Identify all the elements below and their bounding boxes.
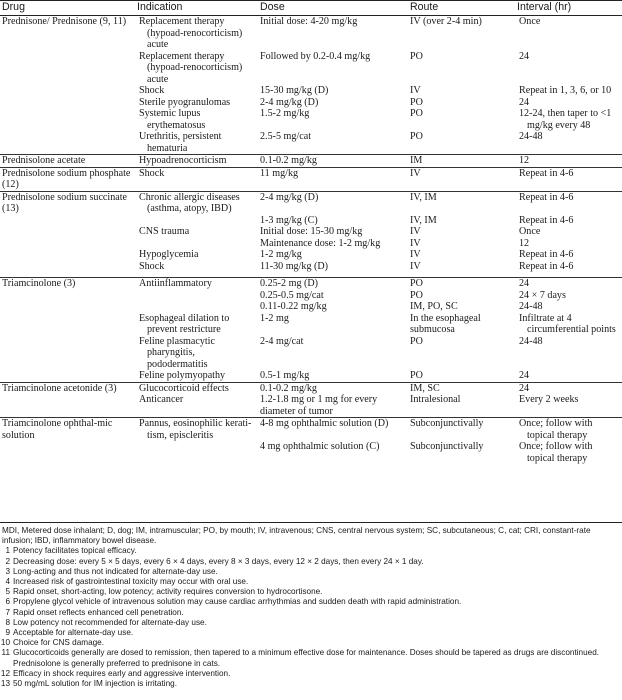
dose-cell: Maintenance dose: 1-2 mg/kg [260, 237, 381, 249]
drug-cell [0, 290, 135, 302]
drug-cell: Triamcinolone ophthal-mic solution [0, 418, 135, 442]
indication-cell: Sterile pyogranulomas [139, 96, 231, 108]
table-row [0, 370, 622, 382]
table-row [0, 97, 622, 109]
interval-cell: 24-48 [519, 335, 543, 347]
footnote [0, 628, 622, 638]
footnote [0, 648, 622, 668]
dose-cell: 1-2 mg/kg [260, 249, 302, 260]
table-row [0, 238, 622, 250]
drug-cell [0, 301, 135, 313]
footnote [0, 587, 622, 597]
dose-cell: 15-30 mg/kg (D) [260, 85, 329, 96]
indication-cell: Systemic lupus erythematosus [139, 108, 206, 131]
dose-cell: 0.25-0.5 mg/cat [260, 289, 324, 301]
table-row [0, 51, 622, 86]
table-row [0, 155, 622, 168]
indication-cell: Replacement therapy (hypoad-renocorticism) acute [139, 16, 243, 50]
route-cell: Intralesional [410, 394, 461, 405]
abbreviations-note: MDI, Metered dose inhalant; D, dog; IM, intramuscular; PO, by mouth; IV, intravenous; CNS, central nervous system; SC, subcutaneous; C, cat; CRI, constant-rate infusion; IBD, inflammatory bowel disease. [2, 526, 591, 546]
table-row [0, 191, 622, 215]
footnote-text: Rapid onset, short-acting, low potency; activity requires conversion to hydrocortisone. [13, 587, 323, 597]
indication-cell: Hypoglycemia [139, 249, 199, 260]
dose-cell: 2-4 mg/kg (D) [258, 191, 408, 215]
indication-cell [135, 290, 258, 302]
dose-cell: 1.5-2 mg/kg [260, 108, 310, 119]
drug-cell [0, 370, 135, 382]
indication-cell: Glucocorticoid effects [135, 382, 258, 394]
interval-cell: Repeat in 4-6 [515, 191, 622, 215]
drug-cell: Prednisolone acetate [0, 155, 135, 168]
drug-cell [0, 238, 135, 250]
dose-cell: 0.1-0.2 mg/kg [258, 155, 408, 168]
interval-cell: Repeat in 1, 3, 6, or 10 [519, 85, 612, 96]
indication-cell: Replacement therapy (hypoad-renocorticism) acute [139, 50, 243, 85]
drug-cell [0, 261, 135, 273]
dose-cell: 1-2 mg [260, 312, 289, 324]
footnote-number: 12 [0, 668, 10, 678]
interval-cell: 24 × 7 days [519, 289, 566, 301]
interval-cell: Once; follow with topical therapy [515, 418, 622, 442]
dose-cell: 1-3 mg/kg (C) [260, 214, 318, 226]
dose-cell: 2.5-5 mg/cat [260, 131, 312, 142]
header-route: Route [408, 1, 515, 16]
indication-cell: Feline plasmacytic pharyngitis, pododermatitis [139, 335, 215, 370]
drug-cell: Prednisone/ Prednisone (9, 11) [2, 16, 127, 27]
route-cell: IV [410, 226, 421, 237]
interval-cell: 24-48 [519, 131, 543, 142]
table-footnotes [0, 522, 622, 689]
table-row [0, 290, 622, 302]
indication-cell [135, 215, 258, 227]
interval-cell: 24 [515, 278, 622, 290]
drug-cell [0, 336, 135, 371]
indication-cell [135, 441, 258, 464]
dose-cell: 4-8 mg ophthalmic solution (D) [258, 418, 408, 442]
route-cell: PO [410, 370, 423, 381]
table-row [0, 85, 622, 97]
footnote [0, 669, 622, 679]
route-cell: PO [410, 289, 423, 301]
footnote [0, 638, 622, 648]
dose-cell: 11-30 mg/kg (D) [260, 260, 329, 272]
interval-cell: Once [519, 16, 541, 27]
route-cell: In the esophageal submucosa [410, 312, 481, 335]
header-dose: Dose [258, 1, 408, 16]
table-row [0, 131, 622, 155]
footnote-number: 4 [5, 577, 10, 587]
route-cell: IV [408, 167, 515, 191]
dose-cell: 11 mg/kg [258, 167, 408, 191]
interval-cell: Repeat in 4-6 [515, 167, 622, 191]
route-cell: PO [410, 335, 423, 347]
dose-cell: 0.11-0.22 mg/kg [260, 301, 327, 312]
footnote-number: 11 [1, 648, 10, 658]
indication-cell [135, 238, 258, 250]
route-cell: IM, SC [408, 382, 515, 394]
interval-cell: Repeat in 4-6 [519, 249, 574, 260]
drug-cell: Prednisolone sodium phosphate (12) [0, 167, 135, 191]
route-cell: PO [410, 96, 423, 108]
footnote-number: 13 [0, 679, 10, 689]
indication-cell: Shock [135, 167, 258, 191]
table-header-row [0, 1, 622, 16]
drug-cell [0, 215, 135, 227]
footnote-number: 2 [5, 556, 10, 566]
interval-cell: Repeat in 4-6 [519, 214, 574, 226]
drug-cell [0, 441, 135, 464]
route-cell: IV, IM [410, 214, 437, 226]
interval-cell: 24-48 [519, 301, 543, 312]
route-cell: PO [408, 278, 515, 290]
route-cell: IM, PO, SC [410, 301, 458, 312]
indication-cell [135, 301, 258, 313]
table-row [0, 301, 622, 313]
footnote-text: Rapid onset reflects enhanced cell penetration. [13, 607, 184, 617]
route-cell: Subconjunctivally [410, 441, 484, 452]
table-row [0, 108, 622, 131]
footnote-text: Long-acting and thus not indicated for alternate-day use. [13, 566, 218, 576]
dose-cell: 0.25-2 mg (D) [258, 278, 408, 290]
table-row [0, 441, 622, 464]
indication-cell: Pannus, eosinophilic kerati-tism, episcleritis [135, 418, 258, 442]
table-row [0, 215, 622, 227]
footnote-number: 8 [5, 617, 10, 627]
footnote [0, 618, 622, 628]
table-row [0, 226, 622, 238]
drug-cell: Prednisolone sodium succinate (13) [0, 191, 135, 215]
indication-cell: Esophageal dilation to prevent restricture [139, 312, 230, 335]
drug-cell [0, 51, 135, 86]
footnote [0, 546, 622, 556]
table-row [0, 394, 622, 418]
route-cell: IV (over 2-4 min) [410, 16, 482, 27]
drug-cell [0, 85, 135, 97]
route-cell: IV [410, 237, 421, 249]
drug-cell [0, 394, 135, 418]
route-cell: IM [408, 155, 515, 168]
header-interval: Interval (hr) [515, 1, 622, 16]
table-row [0, 16, 622, 51]
table-row [0, 261, 622, 273]
indication-cell: Hypoadrenocorticism [135, 155, 258, 168]
footnote [0, 597, 622, 607]
footnote [0, 557, 622, 567]
table-row [0, 313, 622, 336]
footnote-text: Potency facilitates topical efficacy. [13, 546, 137, 556]
header-indication: Indication [135, 1, 258, 16]
footnote-number: 5 [5, 587, 10, 597]
footnote [0, 567, 622, 577]
drug-cell [0, 97, 135, 109]
interval-cell: 12-24, then taper to <1 mg/kg every 48 [519, 108, 612, 131]
interval-cell: 24 [515, 382, 622, 394]
indication-cell: Urethritis, persistent hematuria [139, 131, 222, 154]
footnote [0, 679, 622, 689]
footnote-text: Efficacy in shock requires early and aggressive intervention. [13, 668, 231, 678]
table-row [0, 336, 622, 371]
footnote [0, 577, 622, 587]
footnote-number: 9 [5, 628, 10, 638]
footnote-number: 6 [5, 597, 10, 607]
indication-cell: Feline polymyopathy [139, 370, 226, 381]
route-cell: IV [410, 260, 421, 272]
indication-cell: Antiinflammatory [135, 278, 258, 290]
indication-cell: Chronic allergic diseases (asthma, atopy, IBD) [135, 191, 258, 215]
interval-cell: Repeat in 4-6 [519, 260, 574, 272]
interval-cell: 12 [515, 155, 622, 168]
dose-cell: 2-4 mg/cat [260, 335, 304, 347]
dose-cell: 0.5-1 mg/kg [260, 370, 310, 381]
table-row [0, 249, 622, 261]
footnote-text: 50 mg/mL solution for IM injection is irritating. [13, 679, 177, 689]
footnote-text: Low potency not recommended for alternate-day use. [13, 617, 207, 627]
interval-cell: Once; follow with topical therapy [519, 441, 593, 464]
header-drug: Drug [0, 1, 135, 16]
drug-cell [0, 108, 135, 131]
dose-cell: 1.2-1.8 mg or 1 mg for every diameter of tumor [260, 394, 378, 417]
footnote [0, 608, 622, 618]
footnote-number: 1 [5, 546, 10, 556]
route-cell: IV [410, 85, 421, 96]
table-row [0, 167, 622, 191]
interval-cell: 24 [519, 370, 530, 381]
table-body [0, 16, 622, 465]
route-cell: PO [410, 50, 423, 62]
route-cell: PO [410, 108, 423, 119]
drug-cell [0, 226, 135, 238]
drug-cell [0, 131, 135, 155]
dose-cell: Followed by 0.2-0.4 mg/kg [260, 50, 371, 62]
drug-cell: Triamcinolone acetonide (3) [0, 382, 135, 394]
dose-cell: 4 mg ophthalmic solution (C) [260, 441, 380, 452]
footnote-number: 7 [5, 607, 10, 617]
dose-cell: 0.1-0.2 mg/kg [258, 382, 408, 394]
dose-cell: 2-4 mg/kg (D) [260, 96, 319, 108]
footnote-text: Increased risk of gastrointestinal toxicity may occur with oral use. [13, 577, 249, 587]
table-row [0, 418, 622, 442]
interval-cell: Once [519, 226, 541, 237]
interval-cell: Infiltrate at 4 circumferential points [519, 312, 616, 335]
interval-cell: 24 [519, 96, 530, 108]
route-cell: IV [410, 249, 421, 260]
dose-cell: Initial dose: 4-20 mg/kg [260, 16, 358, 27]
footnote-text: Glucocorticoids generally are dosed to remission, then tapered to a minimum effective dose for maintenance. Doses should be tapered as drugs are discontinued. Prednisolone is generally preferred to prednisone in cats. [13, 648, 600, 668]
route-cell: IV, IM [408, 191, 515, 215]
table-row [0, 278, 622, 290]
interval-cell: Every 2 weeks [519, 394, 579, 405]
interval-cell: 24 [519, 50, 530, 62]
footnote-text: Propylene glycol vehicle of intravenous solution may cause cardiac arrhythmias and sudden death with rapid administration. [13, 597, 462, 607]
drug-cell: Triamcinolone (3) [0, 278, 135, 290]
interval-cell: 12 [519, 237, 530, 249]
footnote-number: 3 [5, 566, 10, 576]
drug-cell [0, 313, 135, 336]
indication-cell: Shock [139, 85, 165, 96]
indication-cell: Anticancer [139, 394, 184, 405]
numbered-notes [0, 546, 622, 689]
drug-cell [0, 249, 135, 261]
table-row [0, 382, 622, 394]
indication-cell: CNS trauma [139, 226, 190, 237]
footnote-text: Decreasing dose: every 5 × 5 days, every 6 × 4 days, every 8 × 3 days, every 12 × 2 days, then every 24 × 1 day. [13, 556, 424, 566]
footnote-text: Choice for CNS damage. [13, 638, 105, 648]
route-cell: PO [410, 131, 423, 142]
footnote-number: 10 [0, 638, 10, 648]
dose-cell: Initial dose: 15-30 mg/kg [260, 226, 363, 237]
route-cell: Subconjunctivally [408, 418, 515, 442]
indication-cell: Shock [139, 260, 165, 272]
footnote-text: Acceptable for alternate-day use. [13, 628, 134, 638]
